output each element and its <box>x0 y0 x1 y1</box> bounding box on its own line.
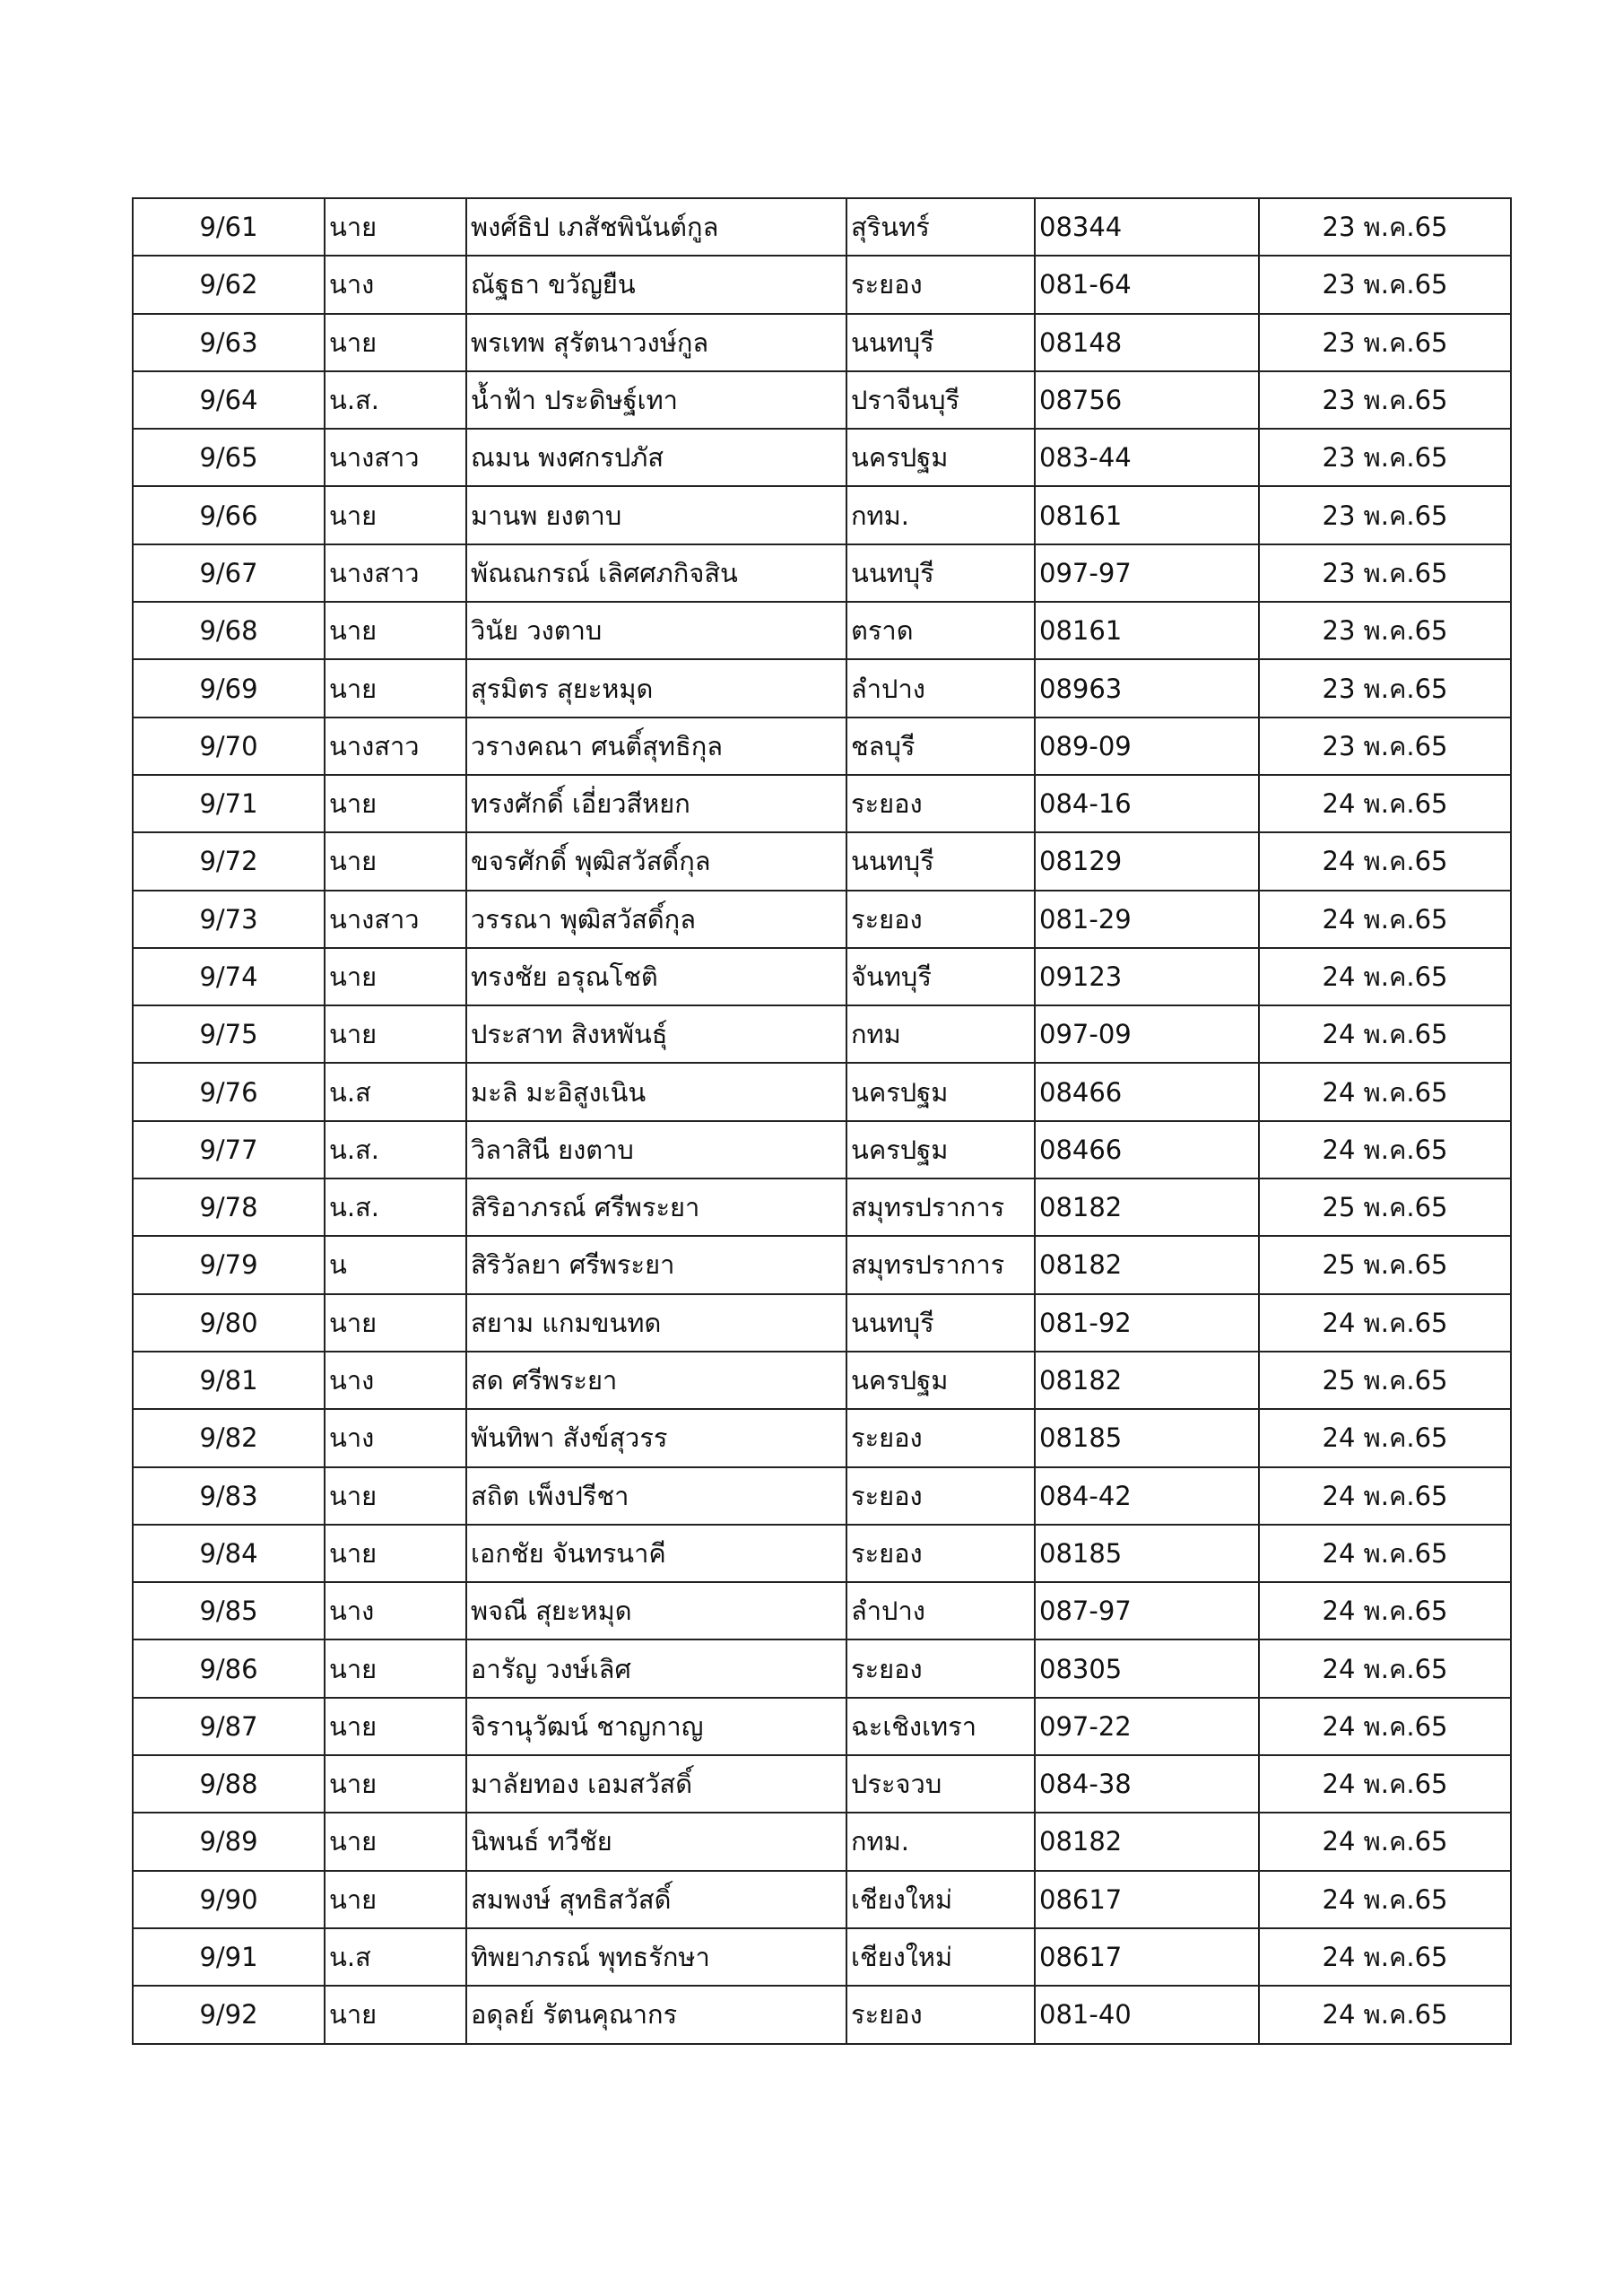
row-number: 9/67 <box>133 544 325 602</box>
row-number: 9/64 <box>133 371 325 429</box>
row-number: 9/77 <box>133 1121 325 1178</box>
row-number: 9/74 <box>133 948 325 1005</box>
row-number: 9/71 <box>133 775 325 832</box>
table-row <box>133 1582 1511 1639</box>
row-phone: 08161 <box>1035 486 1259 544</box>
row-date: 23 พ.ค.65 <box>1259 314 1511 371</box>
row-phone: 097-09 <box>1035 1005 1259 1063</box>
row-date: 24 พ.ค.65 <box>1259 1525 1511 1582</box>
row-date: 23 พ.ค.65 <box>1259 256 1511 313</box>
row-phone: 09123 <box>1035 948 1259 1005</box>
table-row <box>133 1986 1511 2043</box>
row-phone: 081-40 <box>1035 1986 1259 2043</box>
row-province: ลำปาง <box>846 659 1035 717</box>
row-number: 9/92 <box>133 1986 325 2043</box>
row-phone: 08963 <box>1035 659 1259 717</box>
row-province: ชลบุรี <box>846 718 1035 775</box>
row-name: พงศ์ธิป เภสัชพินันต์กูล <box>466 198 846 256</box>
row-province: นครปฐม <box>846 429 1035 486</box>
row-phone: 089-09 <box>1035 718 1259 775</box>
row-date: 24 พ.ค.65 <box>1259 1409 1511 1466</box>
row-phone: 08161 <box>1035 602 1259 659</box>
row-number: 9/62 <box>133 256 325 313</box>
table-row <box>133 1121 1511 1178</box>
row-phone: 08182 <box>1035 1352 1259 1409</box>
registration-table <box>132 197 1512 2045</box>
row-province: ประจวบ <box>846 1755 1035 1813</box>
row-name: ประสาท สิงหพันธุ์ <box>466 1005 846 1063</box>
row-title: นาย <box>325 1005 466 1063</box>
row-date: 23 พ.ค.65 <box>1259 602 1511 659</box>
row-province: เชียงใหม่ <box>846 1871 1035 1928</box>
table-row <box>133 1294 1511 1352</box>
row-number: 9/65 <box>133 429 325 486</box>
row-name: สยาม แกมขนทด <box>466 1294 846 1352</box>
row-date: 24 พ.ค.65 <box>1259 1121 1511 1178</box>
row-title: นาย <box>325 486 466 544</box>
row-title: นาย <box>325 1755 466 1813</box>
row-province: สมุทรปราการ <box>846 1178 1035 1236</box>
table-row <box>133 1928 1511 1986</box>
row-phone: 08466 <box>1035 1063 1259 1120</box>
row-number: 9/78 <box>133 1178 325 1236</box>
row-name: อดุลย์ รัตนคุณากร <box>466 1986 846 2043</box>
table-row <box>133 775 1511 832</box>
row-date: 24 พ.ค.65 <box>1259 832 1511 890</box>
row-title: น.ส. <box>325 1121 466 1178</box>
row-name: สิริวัลยา ศรีพระยา <box>466 1236 846 1293</box>
row-date: 24 พ.ค.65 <box>1259 1467 1511 1525</box>
row-name: ณมน พงศกรปภัส <box>466 429 846 486</box>
row-phone: 08182 <box>1035 1236 1259 1293</box>
table-row <box>133 891 1511 948</box>
row-title: นาย <box>325 832 466 890</box>
row-title: นาย <box>325 1294 466 1352</box>
row-title: นาย <box>325 314 466 371</box>
row-title: นาง <box>325 1582 466 1639</box>
row-number: 9/76 <box>133 1063 325 1120</box>
row-title: น.ส <box>325 1928 466 1986</box>
row-phone: 081-29 <box>1035 891 1259 948</box>
row-title: น <box>325 1236 466 1293</box>
row-phone: 08344 <box>1035 198 1259 256</box>
table-row <box>133 1005 1511 1063</box>
table-row <box>133 1639 1511 1697</box>
table-row <box>133 1755 1511 1813</box>
row-number: 9/91 <box>133 1928 325 1986</box>
row-name: พันทิพา สังข์สุวรร <box>466 1409 846 1466</box>
row-phone: 08617 <box>1035 1928 1259 1986</box>
row-province: ระยอง <box>846 1467 1035 1525</box>
row-number: 9/81 <box>133 1352 325 1409</box>
row-province: นนทบุรี <box>846 544 1035 602</box>
row-province: นครปฐม <box>846 1121 1035 1178</box>
row-title: นางสาว <box>325 429 466 486</box>
row-phone: 084-16 <box>1035 775 1259 832</box>
row-title: น.ส. <box>325 1178 466 1236</box>
row-number: 9/70 <box>133 718 325 775</box>
table-row <box>133 718 1511 775</box>
row-number: 9/82 <box>133 1409 325 1466</box>
row-province: เชียงใหม่ <box>846 1928 1035 1986</box>
row-province: นนทบุรี <box>846 314 1035 371</box>
row-province: ระยอง <box>846 1525 1035 1582</box>
table-row <box>133 1813 1511 1870</box>
row-province: ระยอง <box>846 256 1035 313</box>
row-number: 9/87 <box>133 1698 325 1755</box>
row-number: 9/61 <box>133 198 325 256</box>
row-number: 9/83 <box>133 1467 325 1525</box>
row-name: สมพงษ์ สุทธิสวัสดิ์ <box>466 1871 846 1928</box>
row-phone: 08182 <box>1035 1813 1259 1870</box>
row-phone: 084-42 <box>1035 1467 1259 1525</box>
row-date: 24 พ.ค.65 <box>1259 1639 1511 1697</box>
row-province: นครปฐม <box>846 1352 1035 1409</box>
row-name: สุรมิตร สุยะหมุด <box>466 659 846 717</box>
table-row <box>133 602 1511 659</box>
row-province: ระยอง <box>846 1409 1035 1466</box>
row-name: พจณี สุยะหมุด <box>466 1582 846 1639</box>
row-date: 23 พ.ค.65 <box>1259 544 1511 602</box>
row-date: 24 พ.ค.65 <box>1259 1294 1511 1352</box>
row-phone: 08466 <box>1035 1121 1259 1178</box>
row-title: นาง <box>325 1352 466 1409</box>
row-name: วินัย วงตาบ <box>466 602 846 659</box>
row-name: มะลิ มะอิสูงเนิน <box>466 1063 846 1120</box>
row-phone: 08148 <box>1035 314 1259 371</box>
row-name: สิริอาภรณ์ ศรีพระยา <box>466 1178 846 1236</box>
row-title: นางสาว <box>325 544 466 602</box>
row-date: 25 พ.ค.65 <box>1259 1178 1511 1236</box>
row-title: นาย <box>325 1871 466 1928</box>
row-province: ฉะเชิงเทรา <box>846 1698 1035 1755</box>
table-row <box>133 1409 1511 1466</box>
row-date: 24 พ.ค.65 <box>1259 1871 1511 1928</box>
row-number: 9/86 <box>133 1639 325 1697</box>
row-phone: 083-44 <box>1035 429 1259 486</box>
row-title: นาย <box>325 1698 466 1755</box>
row-phone: 08617 <box>1035 1871 1259 1928</box>
row-title: นาย <box>325 948 466 1005</box>
row-date: 24 พ.ค.65 <box>1259 1582 1511 1639</box>
row-title: นาง <box>325 256 466 313</box>
row-number: 9/75 <box>133 1005 325 1063</box>
row-title: นาย <box>325 1467 466 1525</box>
row-date: 25 พ.ค.65 <box>1259 1236 1511 1293</box>
row-number: 9/90 <box>133 1871 325 1928</box>
row-province: ลำปาง <box>846 1582 1035 1639</box>
row-date: 24 พ.ค.65 <box>1259 1928 1511 1986</box>
row-title: นาย <box>325 1639 466 1697</box>
row-date: 24 พ.ค.65 <box>1259 891 1511 948</box>
row-province: สมุทรปราการ <box>846 1236 1035 1293</box>
table-row <box>133 256 1511 313</box>
table-row <box>133 544 1511 602</box>
row-number: 9/63 <box>133 314 325 371</box>
row-number: 9/68 <box>133 602 325 659</box>
row-phone: 097-22 <box>1035 1698 1259 1755</box>
row-date: 24 พ.ค.65 <box>1259 1986 1511 2043</box>
row-province: ระยอง <box>846 891 1035 948</box>
row-date: 24 พ.ค.65 <box>1259 948 1511 1005</box>
row-name: วิลาสินี ยงตาบ <box>466 1121 846 1178</box>
table-row <box>133 1236 1511 1293</box>
row-phone: 08129 <box>1035 832 1259 890</box>
row-title: นาย <box>325 602 466 659</box>
row-name: มาลัยทอง เอมสวัสดิ์ <box>466 1755 846 1813</box>
row-number: 9/80 <box>133 1294 325 1352</box>
table-row <box>133 198 1511 256</box>
row-province: ระยอง <box>846 1639 1035 1697</box>
row-date: 24 พ.ค.65 <box>1259 1755 1511 1813</box>
row-name: วรางคณา ศนติ์สุทธิกุล <box>466 718 846 775</box>
row-name: สถิต เพ็งปรีชา <box>466 1467 846 1525</box>
row-title: นาย <box>325 1525 466 1582</box>
table-row <box>133 1698 1511 1755</box>
row-title: น.ส. <box>325 371 466 429</box>
row-title: นางสาว <box>325 891 466 948</box>
table-row <box>133 659 1511 717</box>
table-row <box>133 1871 1511 1928</box>
row-name: มานพ ยงตาบ <box>466 486 846 544</box>
row-number: 9/79 <box>133 1236 325 1293</box>
row-name: น้ำฟ้า ประดิษฐ์เทา <box>466 371 846 429</box>
row-name: จิรานุวัฒน์ ชาญกาญ <box>466 1698 846 1755</box>
row-province: ระยอง <box>846 1986 1035 2043</box>
row-name: ทรงศักดิ์ เอี่ยวสีหยก <box>466 775 846 832</box>
row-name: อารัญ วงษ์เลิศ <box>466 1639 846 1697</box>
row-title: นาง <box>325 1409 466 1466</box>
row-title: นาย <box>325 198 466 256</box>
row-number: 9/73 <box>133 891 325 948</box>
row-date: 24 พ.ค.65 <box>1259 1005 1511 1063</box>
row-name: ขจรศักดิ์ พุฒิสวัสดิ์กุล <box>466 832 846 890</box>
row-number: 9/88 <box>133 1755 325 1813</box>
row-phone: 097-97 <box>1035 544 1259 602</box>
row-date: 24 พ.ค.65 <box>1259 1063 1511 1120</box>
row-title: น.ส <box>325 1063 466 1120</box>
row-province: ระยอง <box>846 775 1035 832</box>
row-phone: 08185 <box>1035 1409 1259 1466</box>
row-province: กทม <box>846 1005 1035 1063</box>
row-province: ปราจีนบุรี <box>846 371 1035 429</box>
row-number: 9/72 <box>133 832 325 890</box>
row-name: สด ศรีพระยา <box>466 1352 846 1409</box>
row-date: 23 พ.ค.65 <box>1259 659 1511 717</box>
row-number: 9/69 <box>133 659 325 717</box>
row-name: ทรงชัย อรุณโชติ <box>466 948 846 1005</box>
row-phone: 08756 <box>1035 371 1259 429</box>
table-row <box>133 1352 1511 1409</box>
row-province: นครปฐม <box>846 1063 1035 1120</box>
row-name: เอกชัย จันทรนาคี <box>466 1525 846 1582</box>
row-province: กทม. <box>846 1813 1035 1870</box>
table-row <box>133 1525 1511 1582</box>
row-phone: 08305 <box>1035 1639 1259 1697</box>
table-row <box>133 1467 1511 1525</box>
row-date: 23 พ.ค.65 <box>1259 718 1511 775</box>
table-row <box>133 429 1511 486</box>
row-name: วรรณา พุฒิสวัสดิ์กุล <box>466 891 846 948</box>
row-phone: 081-64 <box>1035 256 1259 313</box>
row-date: 23 พ.ค.65 <box>1259 371 1511 429</box>
row-province: กทม. <box>846 486 1035 544</box>
row-date: 24 พ.ค.65 <box>1259 1698 1511 1755</box>
row-phone: 084-38 <box>1035 1755 1259 1813</box>
row-number: 9/84 <box>133 1525 325 1582</box>
row-name: ทิพยาภรณ์ พุทธรักษา <box>466 1928 846 1986</box>
row-name: นิพนธ์ ทวีชัย <box>466 1813 846 1870</box>
row-number: 9/89 <box>133 1813 325 1870</box>
row-province: สุรินทร์ <box>846 198 1035 256</box>
row-title: นาย <box>325 775 466 832</box>
row-date: 25 พ.ค.65 <box>1259 1352 1511 1409</box>
row-province: นนทบุรี <box>846 1294 1035 1352</box>
row-date: 24 พ.ค.65 <box>1259 775 1511 832</box>
row-province: จันทบุรี <box>846 948 1035 1005</box>
row-title: นาย <box>325 659 466 717</box>
row-name: ณัฐธา ขวัญยืน <box>466 256 846 313</box>
row-date: 24 พ.ค.65 <box>1259 1813 1511 1870</box>
row-number: 9/66 <box>133 486 325 544</box>
row-phone: 087-97 <box>1035 1582 1259 1639</box>
row-name: พัณณกรณ์ เลิศศภกิจสิน <box>466 544 846 602</box>
table-body <box>133 198 1511 2044</box>
row-date: 23 พ.ค.65 <box>1259 198 1511 256</box>
row-title: นางสาว <box>325 718 466 775</box>
row-province: นนทบุรี <box>846 832 1035 890</box>
row-date: 23 พ.ค.65 <box>1259 429 1511 486</box>
row-title: นาย <box>325 1813 466 1870</box>
table-row <box>133 832 1511 890</box>
row-phone: 08182 <box>1035 1178 1259 1236</box>
row-province: ตราด <box>846 602 1035 659</box>
row-name: พรเทพ สุรัตนาวงษ์กูล <box>466 314 846 371</box>
table-row <box>133 948 1511 1005</box>
row-phone: 081-92 <box>1035 1294 1259 1352</box>
row-date: 23 พ.ค.65 <box>1259 486 1511 544</box>
row-title: นาย <box>325 1986 466 2043</box>
row-number: 9/85 <box>133 1582 325 1639</box>
row-phone: 08185 <box>1035 1525 1259 1582</box>
table-row <box>133 1063 1511 1120</box>
table-row <box>133 314 1511 371</box>
table-row <box>133 1178 1511 1236</box>
table-row <box>133 486 1511 544</box>
table-row <box>133 371 1511 429</box>
